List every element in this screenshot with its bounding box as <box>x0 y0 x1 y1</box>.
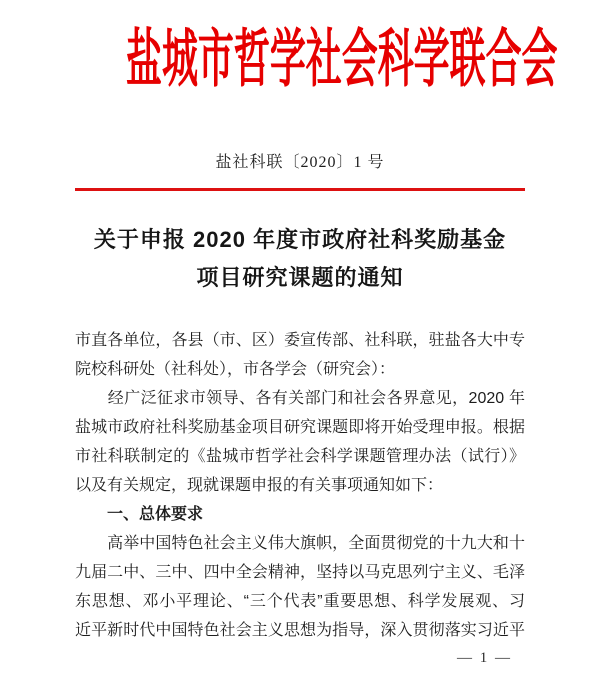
red-divider-line <box>75 188 525 191</box>
page-number: — 1 — <box>457 650 512 666</box>
body-text-line: 盐城市政府社科奖励基金项目研究课题即将开始受理申报。根据 <box>75 419 525 436</box>
document-title-line-1: 关于申报 2020 年度市政府社科奖励基金 <box>93 227 507 252</box>
document-body <box>75 326 525 645</box>
body-text-line: 高举中国特色社会主义伟大旗帜，全面贯彻党的十九大和十 <box>75 535 525 552</box>
body-text-line: 九届二中、三中、四中全会精神，坚持以马克思列宁主义、毛泽 <box>75 564 525 581</box>
doc-reference-number: 盐社科联〔2020〕1 号 <box>215 154 385 171</box>
masthead-org-name: 盐城市哲学社会科学联合会 <box>126 24 558 95</box>
body-text-line: 市直各单位，各县（市、区）委宣传部、社科联，驻盐各大中专 <box>75 332 525 349</box>
body-text-line: 院校科研处（社科处），市各学会（研究会）： <box>75 361 396 378</box>
body-heading-line: 一、总体要求 <box>75 506 204 523</box>
body-text-line: 近平新时代中国特色社会主义思想为指导，深入贯彻落实习近平 <box>75 622 525 639</box>
body-text-line: 以及有关规定，现就课题申报的有关事项通知如下： <box>75 477 444 494</box>
document-title <box>0 221 600 297</box>
body-text-line: 东思想、邓小平理论、“三个代表”重要思想、科学发展观、习 <box>75 593 525 610</box>
body-text-line: 经广泛征求市领导、各有关部门和社会各界意见，2020 年 <box>75 390 525 407</box>
document-title-line-2: 项目研究课题的通知 <box>196 265 404 290</box>
body-text-line: 市社科联制定的《盐城市哲学社会科学课题管理办法（试行）》 <box>75 448 525 465</box>
